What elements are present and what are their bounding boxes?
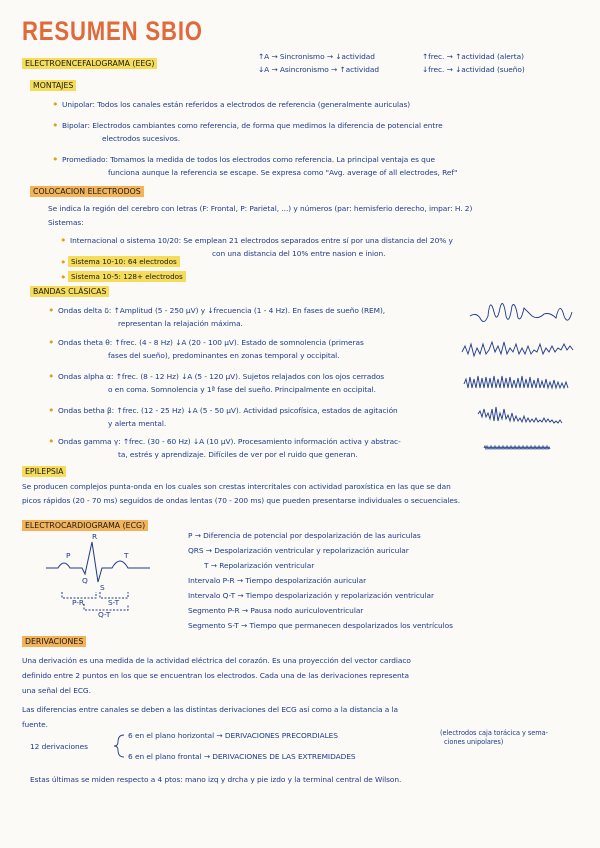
montaje-bipolar-cont: electrodos sucesivos. <box>102 134 181 143</box>
ecg-label-st: S-T <box>108 598 120 607</box>
ecg-heading: ELECTROCARDIOGRAMA (ECG) <box>22 520 148 531</box>
bullet-icon: • <box>60 271 67 284</box>
page-title: RESUMEN SBIO <box>22 16 203 46</box>
sistema-10-20-cont: con una distancia del 10% entre nasion e inion. <box>212 249 386 258</box>
sistema-10-10: Sistema 10-10: 64 electrodos <box>68 256 180 267</box>
bullet-icon: • <box>48 336 55 349</box>
eeg-heading: ELECTROENCEFALOGRAMA (EEG) <box>22 58 157 69</box>
montaje-unipolar: Unipolar: Todos los canales están referidos a electrodos de referencia (generalmente auriculas) <box>62 100 411 109</box>
banda-beta-cont: y alerta mental. <box>108 419 167 428</box>
precordiales-note-1: (electrodos caja torácica y sema- <box>440 729 548 737</box>
banda-delta: Ondas delta δ: ↑Amplitud (5 - 250 μV) y ↓frecuencia (1 - 4 Hz). En fases de sueño (REM), <box>58 306 386 315</box>
bullet-icon: • <box>52 153 59 166</box>
colocacion-heading: COLOCACION ELECTRODOS <box>30 186 144 197</box>
ecg-label-p: P <box>66 551 71 560</box>
banda-delta-cont: representan la relajación máxima. <box>118 319 243 328</box>
epilepsia-line2: picos rápidos (20 - 70 ms) seguidos de ondas lentas (70 - 200 ms) que pueden presentarse individuales o secuenciales. <box>22 496 461 505</box>
ecg-label-qt: Q-T <box>98 610 111 619</box>
sistema-10-5: Sistema 10-5: 128+ electrodos <box>68 271 186 282</box>
derivaciones-count: 12 derivaciones <box>30 742 88 751</box>
montaje-bipolar: Bipolar: Electrodos cambiantes como referencia, de forma que medimos la diferencia de potencial entre <box>62 121 443 130</box>
derivaciones-extremidades: 6 en el plano frontal → DERIVACIONES DE LAS EXTREMIDADES <box>128 752 356 761</box>
montaje-promediado-cont: funciona aunque la referencia se escape. Se expresa como "Avg. average of all electrodes, Ref" <box>108 168 458 177</box>
ecg-label-r: R <box>92 532 98 541</box>
derivaciones-line5: fuente. <box>22 720 48 729</box>
bullet-icon: • <box>48 304 55 317</box>
derivaciones-heading: DERIVACIONES <box>22 636 86 647</box>
banda-alpha: Ondas alpha α: ↑frec. (8 - 12 Hz) ↓A (5 - 120 μV). Sujetos relajados con los ojos cerrados <box>58 372 385 381</box>
eeg-note-4: ↓frec. → ↓actividad (sueño) <box>422 65 525 74</box>
bandas-heading: BANDAS CLÁSICAS <box>30 286 109 297</box>
derivaciones-line2: definido entre 2 puntos en los que se encuentran los electrodos. Cada una de las derivaciones representa <box>22 671 409 680</box>
derivaciones-line3: una señal del ECG. <box>22 686 91 695</box>
ecg-line-t: T → Repolarización ventricular <box>204 561 315 570</box>
derivaciones-precordiales: 6 en el plano horizontal → DERIVACIONES PRECORDIALES <box>128 731 338 740</box>
epilepsia-heading: EPILEPSIA <box>22 466 66 477</box>
banda-gamma-cont: ta, estrés y aprendizaje. Difíciles de ver por el ruido que generan. <box>118 450 358 459</box>
montajes-heading: MONTAJES <box>30 80 76 91</box>
ecg-line-qt-int: Intervalo Q-T → Tiempo despolarización y repolarización ventricular <box>188 591 435 600</box>
ecg-line-st-seg: Segmento S-T → Tiempo que permanecen despolarizados los ventrículos <box>188 621 453 630</box>
ecg-label-pr: P-R <box>72 598 84 607</box>
banda-alpha-cont: o en coma. Somnolencia y 1ª fase del sueño. Principalmente en occipital. <box>108 385 376 394</box>
banda-theta-cont: fases del sueño), predominantes en zonas temporal y occipital. <box>108 351 340 360</box>
ecg-label-t: T <box>124 551 129 560</box>
ecg-line-p: P → Diferencia de potencial por despolarización de las auriculas <box>188 531 421 540</box>
ecg-line-qrs: QRS → Despolarización ventricular y repolarización auricular <box>188 546 409 555</box>
bullet-icon: • <box>48 435 55 448</box>
precordiales-note-2: ciones unipolares) <box>444 738 504 746</box>
ecg-line-pr-seg: Segmento P-R → Pausa nodo auriculoventricular <box>188 606 364 615</box>
eeg-note-2: ↓A → Asincronismo → ↑actividad <box>258 65 380 74</box>
eeg-note-1: ↑A → Sincronismo → ↓actividad <box>258 52 375 61</box>
ecg-label-s: S <box>100 583 105 592</box>
ecg-label-q: Q <box>82 576 88 585</box>
eeg-note-3: ↑frec. → ↑actividad (alerta) <box>422 52 524 61</box>
bullet-icon: • <box>60 256 67 269</box>
bullet-icon: • <box>60 234 67 247</box>
banda-theta: Ondas theta θ: ↑frec. (4 - 8 Hz) ↓A (20 - 100 μV). Estado de somnolencia (primeras <box>58 338 364 347</box>
bullet-icon: • <box>48 370 55 383</box>
derivaciones-last: Estas últimas se miden respecto a 4 ptos: mano izq y drcha y pie izdo y la terminal central de Wilson. <box>30 775 402 784</box>
bullet-icon: • <box>52 119 59 132</box>
bullet-icon: • <box>52 98 59 111</box>
derivaciones-line1: Una derivación es una medida de la actividad eléctrica del corazón. Es una proyección del vector cardiaco <box>22 656 411 665</box>
sistema-10-20: Internacional o sistema 10/20: Se emplean 21 electrodos separados entre sí por una distancia del 20% y <box>70 236 453 245</box>
epilepsia-line1: Se producen complejos punta-onda en los cuales son crestas intercritales con actividad paroxística en las que se dan <box>22 482 451 491</box>
banda-gamma: Ondas gamma γ: ↑frec. (30 - 60 Hz) ↓A (10 μV). Procesamiento información activa y abstrac- <box>58 437 401 446</box>
colocacion-line2: Sistemas: <box>48 218 84 227</box>
derivaciones-line4: Las diferencias entre canales se deben a las distintas derivaciones del ECG así como a la distancia a la <box>22 705 399 714</box>
ecg-line-pr-int: Intervalo P-R → Tiempo despolarización auricular <box>188 576 367 585</box>
colocacion-line1: Se indica la región del cerebro con letras (F: Frontal, P: Parietal, ...) y números (par: hemisferio derecho, impar: H. 2) <box>48 204 473 213</box>
bullet-icon: • <box>48 404 55 417</box>
banda-beta: Ondas betha β: ↑frec. (12 - 25 Hz) ↓A (5 - 50 μV). Actividad psicofísica, estados de agitación <box>58 406 398 415</box>
montaje-promediado: Promediado: Tomamos la medida de todos los electrodos como referencia. La principal ventaja es que <box>62 155 435 164</box>
